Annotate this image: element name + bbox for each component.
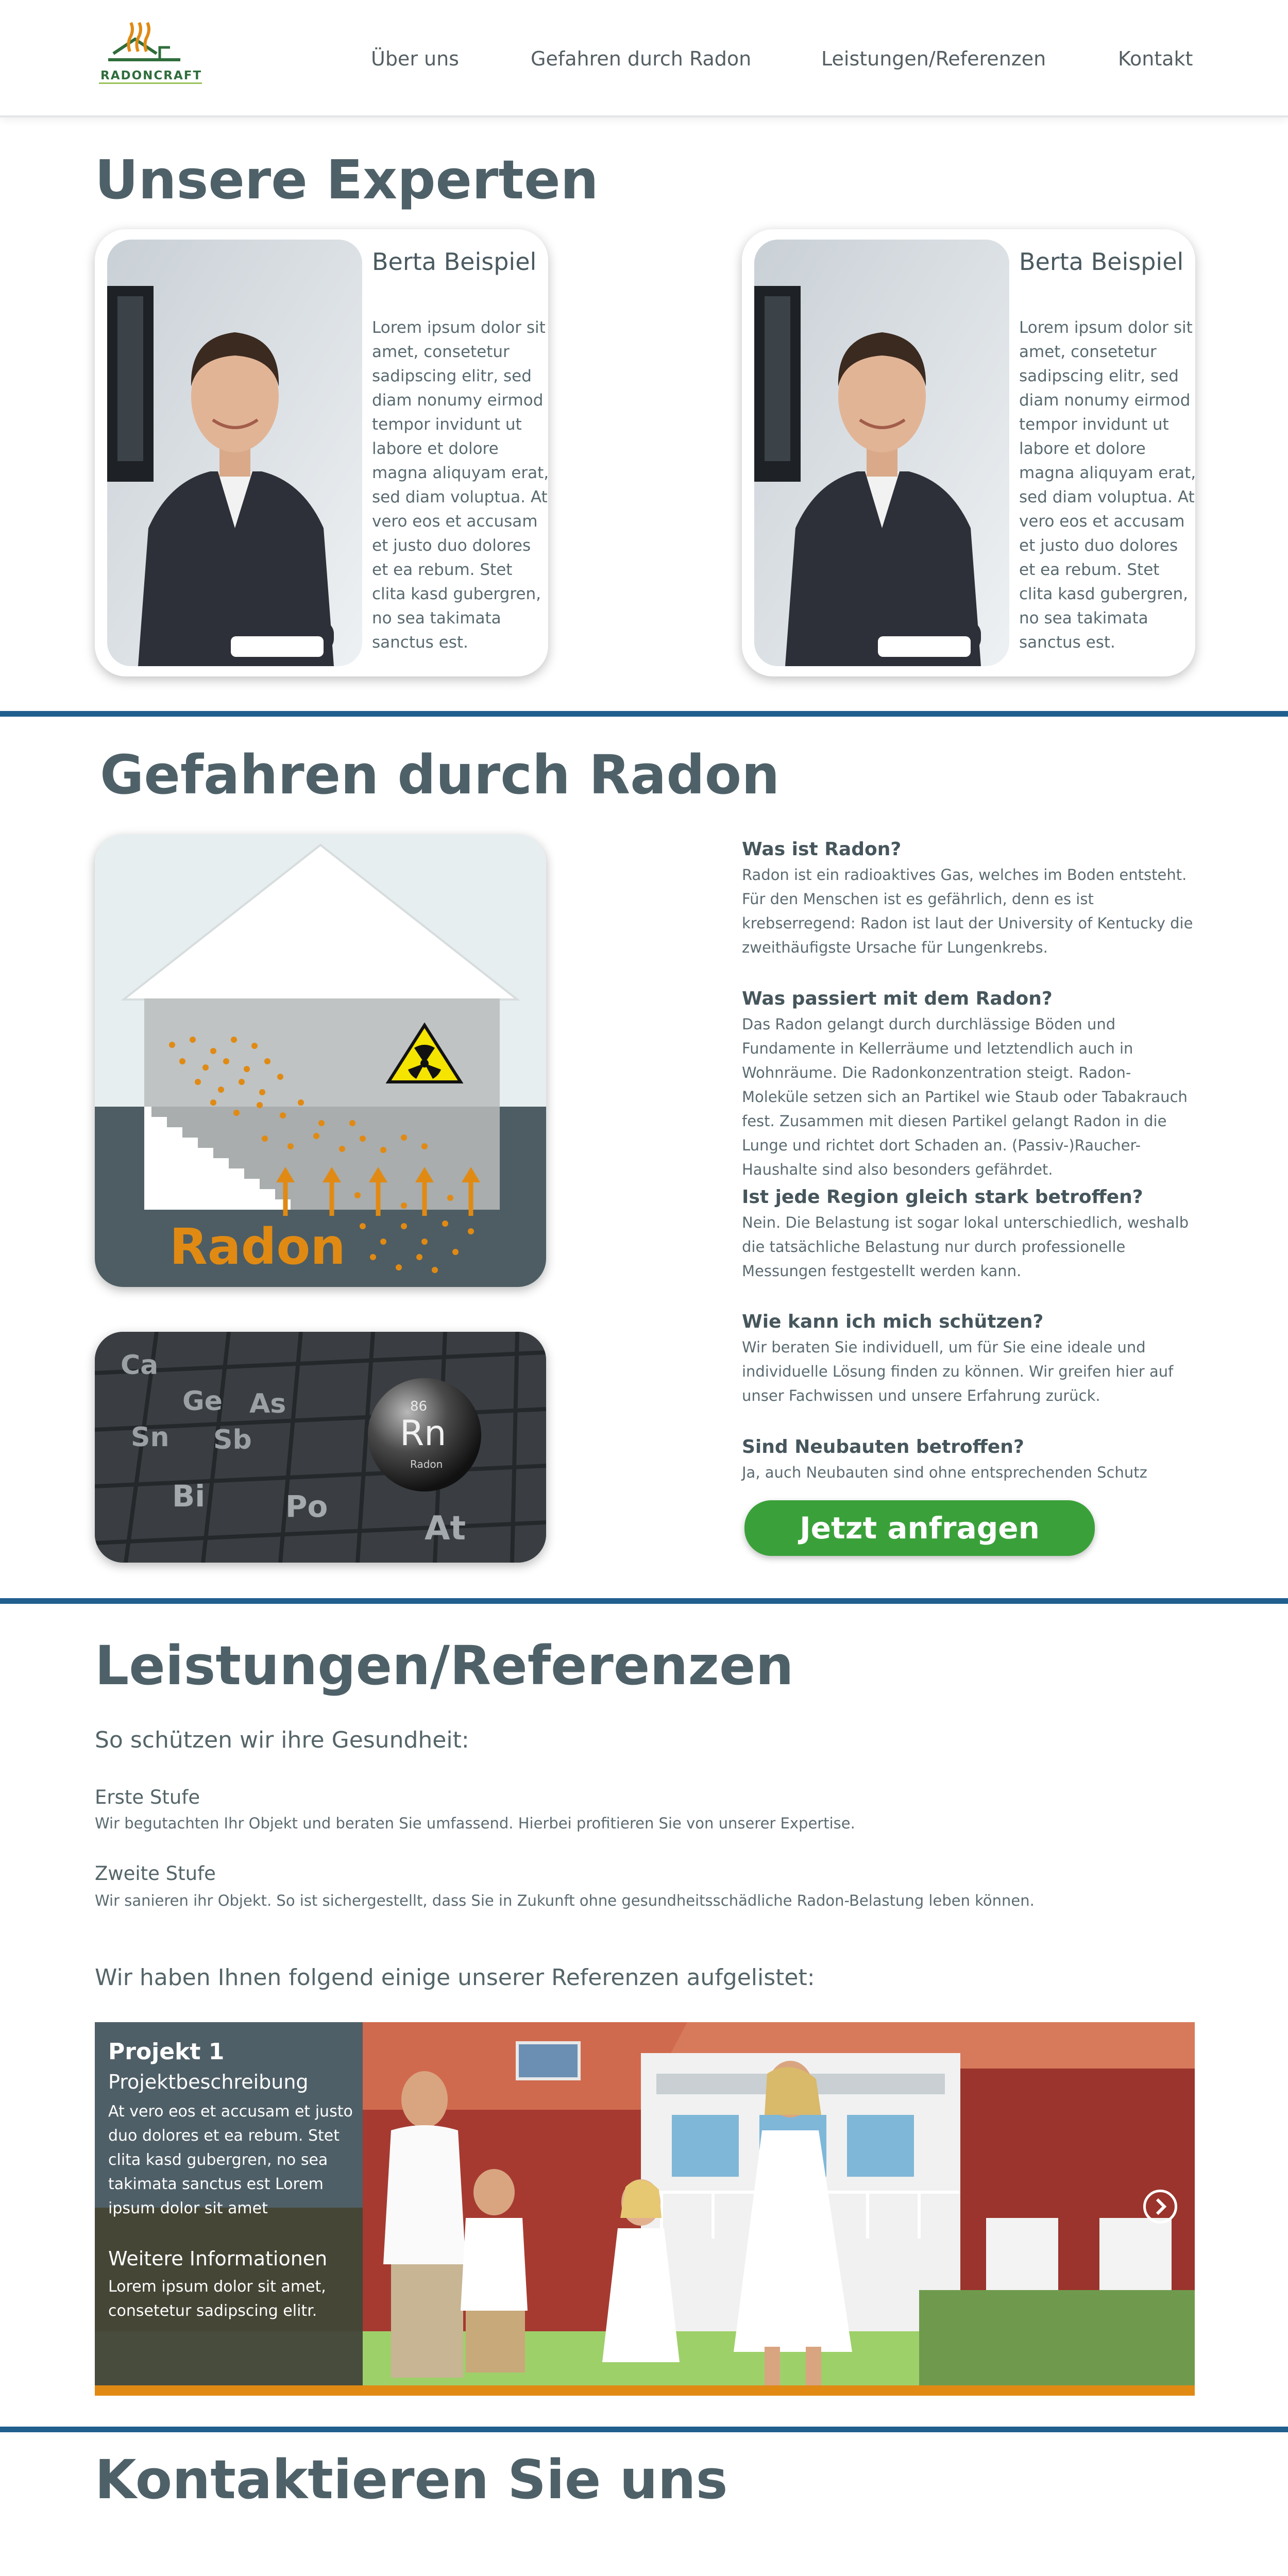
- expert-name: Berta Beispiel: [372, 248, 537, 276]
- expert-photo: [107, 240, 362, 666]
- nav-dangers[interactable]: Gefahren durch Radon: [531, 47, 752, 70]
- nav-about[interactable]: Über uns: [371, 47, 459, 70]
- element-tile-text: Sn: [131, 1422, 170, 1453]
- request-button[interactable]: Jetzt anfragen: [744, 1500, 1095, 1556]
- faq-answer: Nein. Die Belastung ist sogar lokal unterschiedlich, weshalb die tatsächliche Belastung nur durch professionelle Messungen festgestellt werden kann.: [742, 1214, 1189, 1280]
- section-divider: [0, 2427, 1288, 2432]
- element-symbol: Rn: [400, 1413, 447, 1454]
- site-header: [0, 0, 1288, 117]
- faq-answer: Das Radon gelangt durch durchlässige Böden und Fundamente in Kellerräume und letztendlich auch in Wohnräume. Die Radonkonzentration steigt. Radon-Moleküle setzen sich an Partikel wie Staub oder Tabakrauch fest. Zusammen mit diesen Partikel gelangt Radon in die Lunge und richtet dort Schaden an. (Passiv-)Raucher-Haushalte sind also besonders gefährdet.: [742, 1015, 1188, 1178]
- element-tile-text: Ge: [182, 1386, 223, 1417]
- faq-question: Ist jede Region gleich stark betroffen?: [742, 1187, 1143, 1208]
- nav-services[interactable]: Leistungen/Referenzen: [821, 47, 1046, 70]
- stage-title: Erste Stufe: [95, 1786, 200, 1808]
- nav-contact[interactable]: Kontakt: [1118, 47, 1193, 70]
- project-more-text: Lorem ipsum dolor sit amet, consetetur sadipscing elitr.: [108, 2278, 326, 2320]
- experts-title: Unsere Experten: [95, 148, 599, 211]
- faq-answer: Wir beraten Sie individuell, um für Sie eine ideale und individuelle Lösung finden zu können. Wir greifen hier auf unser Fachwissen und unsere Erfahrung zurück.: [742, 1338, 1174, 1404]
- faq-question: Wie kann ich mich schützen?: [742, 1311, 1044, 1332]
- faq-answer: Radon ist ein radioaktives Gas, welches im Boden entsteht. Für den Menschen ist es gefährlich, denn es ist krebserregend: Radon ist laut der University of Kentucky die zweithäufigste Ursache für Lungenkrebs.: [742, 866, 1193, 956]
- expert-card: [95, 229, 548, 676]
- element-tile-text: As: [249, 1388, 286, 1419]
- stage-text: Wir begutachten Ihr Objekt und beraten Sie umfassend. Hierbei profitieren Sie von unserer Expertise.: [95, 1815, 855, 1832]
- element-name: Radon: [410, 1458, 443, 1470]
- section-divider: [0, 711, 1288, 717]
- project-title: Projekt 1: [108, 2039, 225, 2065]
- faq-question: Sind Neubauten betroffen?: [742, 1436, 1024, 1458]
- faq-question: Was passiert mit dem Radon?: [742, 988, 1053, 1009]
- slider-next-button[interactable]: [1143, 2190, 1177, 2224]
- project-more-title: Weitere Informationen: [108, 2247, 328, 2270]
- element-tile-text: At: [425, 1510, 466, 1548]
- logo-underline: [99, 82, 202, 84]
- reference-slider[interactable]: [95, 2022, 1195, 2396]
- contact-title: Kontaktieren Sie uns: [95, 2448, 728, 2511]
- element-tile-text: Bi: [172, 1479, 206, 1514]
- services-title: Leistungen/Referenzen: [95, 1634, 794, 1697]
- radon-label: Radon: [170, 1218, 346, 1276]
- services-lead: So schützen wir ihre Gesundheit:: [95, 1727, 469, 1753]
- radon-house-illustration: [95, 835, 546, 1287]
- expert-card: [742, 229, 1195, 676]
- element-tile-text: Sb: [213, 1425, 252, 1455]
- expert-photo: [754, 240, 1009, 666]
- chevron-right-icon: [1146, 2192, 1175, 2221]
- references-lead: Wir haben Ihnen folgend einige unserer Referenzen aufgelistet:: [95, 1964, 815, 1991]
- faq-question: Was ist Radon?: [742, 839, 902, 860]
- project-subtitle: Projektbeschreibung: [108, 2071, 309, 2093]
- faq-answer: Ja, auch Neubauten sind ohne entsprechenden Schutz: [742, 1464, 1147, 1481]
- expert-text: Lorem ipsum dolor sit amet, consetetur sadipscing elitr, sed diam nonumy eirmod tempor invidunt ut labore et dolore magna aliquyam erat, sed diam voluptua. At vero eos et accusam et justo duo dolores et ea rebum. Stet clita kasd gubergren, no sea takimata sanctus est.: [372, 318, 549, 652]
- expert-name: Berta Beispiel: [1019, 248, 1184, 276]
- logo-icon[interactable]: [103, 19, 196, 70]
- element-tile-text: Ca: [121, 1350, 159, 1381]
- logo-text: RADONCRAFT: [100, 69, 202, 82]
- expert-text: Lorem ipsum dolor sit amet, consetetur sadipscing elitr, sed diam nonumy eirmod tempor invidunt ut labore et dolore magna aliquyam erat, sed diam voluptua. At vero eos et accusam et justo duo dolores et ea rebum. Stet clita kasd gubergren, no sea takimata sanctus est.: [1019, 318, 1196, 652]
- project-description: At vero eos et accusam et justo duo dolores et ea rebum. Stet clita kasd gubergren, no sea takimata sanctus est Lorem ipsum dolor sit amet: [108, 2103, 353, 2217]
- section-divider: [0, 1598, 1288, 1604]
- element-tile-text: Po: [285, 1489, 328, 1524]
- stage-title: Zweite Stufe: [95, 1862, 216, 1885]
- dangers-title: Gefahren durch Radon: [100, 743, 780, 806]
- element-number: 86: [410, 1399, 428, 1414]
- periodic-table-image: [95, 1332, 546, 1563]
- stage-text: Wir sanieren ihr Objekt. So ist sichergestellt, dass Sie in Zukunft ohne gesundheitsschädliche Radon-Belastung leben können.: [95, 1892, 1035, 1909]
